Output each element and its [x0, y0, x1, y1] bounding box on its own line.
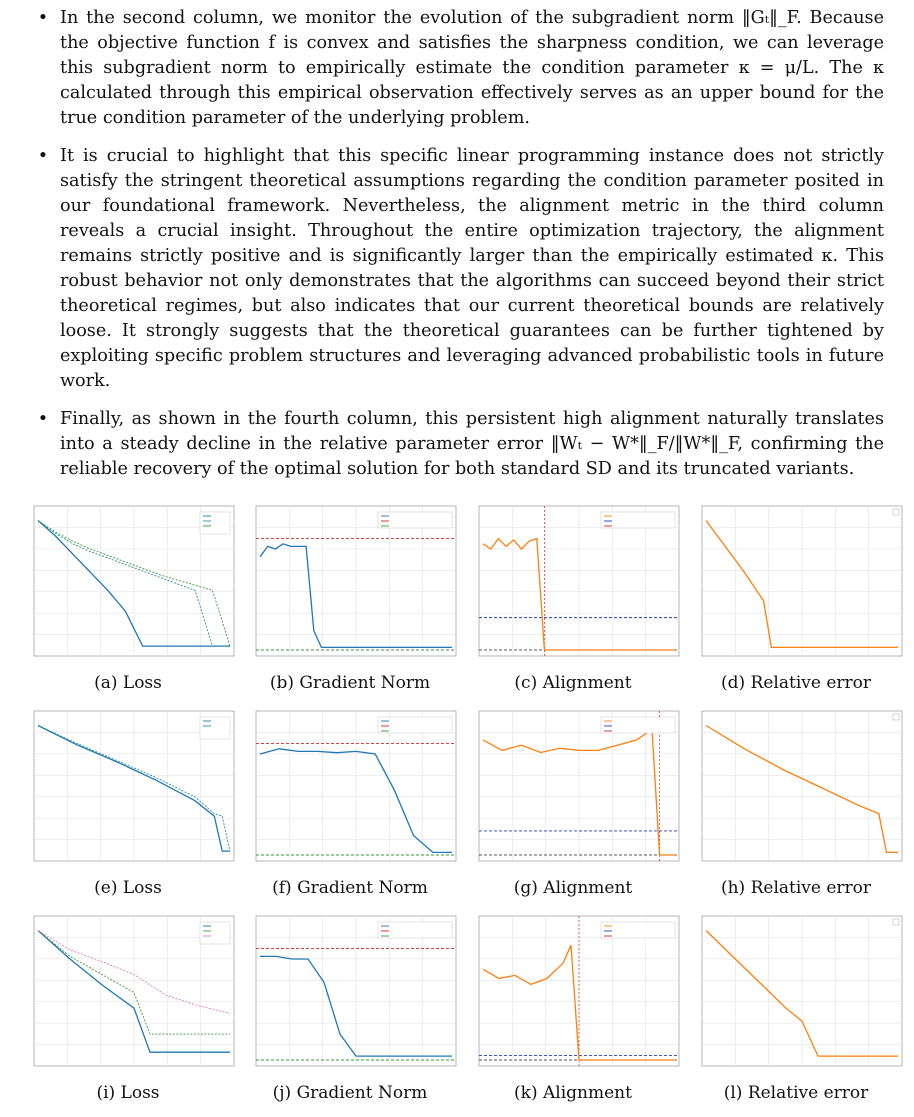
chart-panel-k [465, 910, 681, 1080]
caption-text: (j) Gradient Norm [272, 1083, 428, 1103]
chart-panel-b [242, 500, 458, 670]
legend-box [200, 512, 230, 534]
chart-panel-h [688, 705, 904, 875]
chart-svg-l [688, 910, 904, 1080]
chart-panel-c [465, 500, 681, 670]
chart-svg-i [20, 910, 236, 1080]
legend-box [378, 922, 452, 938]
chart-svg-f [242, 705, 458, 875]
caption-text: (d) Relative error [721, 673, 871, 693]
paragraph-text: In the second column, we monitor the evolution of the subgradient norm ‖Gₜ‖_F. Because the objective function f is convex and satisfies the sharpness condition, we can leverage this subgradient norm to empirically estimate the condition parameter κ = μ/L. The κ calculated through this empirical observation effectively serves as an upper bound for the true condition parameter of the underlying problem. [60, 8, 884, 128]
legend-box [378, 717, 452, 733]
chart-svg-d [688, 500, 904, 670]
figure-caption-f [242, 877, 458, 899]
caption-text: (a) Loss [94, 673, 162, 693]
legend-box [893, 919, 899, 925]
chart-svg-e [20, 705, 236, 875]
chart-svg-a [20, 500, 236, 670]
chart-panel-l [688, 910, 904, 1080]
chart-panel-a [20, 500, 236, 670]
figure-caption-k [465, 1082, 681, 1104]
chart-panel-f [242, 705, 458, 875]
caption-text: (i) Loss [96, 1083, 160, 1103]
figure-caption-d [688, 672, 904, 694]
figure-caption-h [688, 877, 904, 899]
legend-box [601, 717, 675, 733]
chart-panel-i [20, 910, 236, 1080]
figure-caption-l [688, 1082, 904, 1104]
text-body [32, 6, 884, 495]
chart-svg-k [465, 910, 681, 1080]
caption-text: (f) Gradient Norm [272, 878, 428, 898]
caption-text: (k) Alignment [514, 1083, 632, 1103]
chart-panel-d [688, 500, 904, 670]
legend-box [200, 922, 230, 944]
bullet-dot: • [37, 409, 49, 429]
bullet-dot: • [37, 8, 49, 28]
bullet-paragraph-1 [32, 6, 884, 131]
bullet-paragraph-2 [32, 144, 884, 394]
figure-caption-j [242, 1082, 458, 1104]
chart-svg-h [688, 705, 904, 875]
figure-caption-c [465, 672, 681, 694]
chart-panel-g [465, 705, 681, 875]
caption-text: (h) Relative error [720, 878, 872, 898]
caption-text: (c) Alignment [514, 673, 632, 693]
legend-box [601, 922, 675, 938]
figure-caption-i [20, 1082, 236, 1104]
legend-box [893, 509, 899, 515]
chart-svg-b [242, 500, 458, 670]
caption-text: (g) Alignment [513, 878, 633, 898]
chart-svg-c [465, 500, 681, 670]
figure-caption-g [465, 877, 681, 899]
figure-caption-e [20, 877, 236, 899]
caption-text: (l) Relative error [723, 1083, 869, 1103]
legend-box [601, 512, 675, 528]
figure-caption-b [242, 672, 458, 694]
paragraph-text: Finally, as shown in the fourth column, this persistent high alignment naturally translates into a steady decline in the relative parameter error ‖Wₜ − W*‖_F/‖W*‖_F, confirming the reliable recovery of the optimal solution for both standard SD and its truncated variants. [60, 409, 884, 479]
legend-box [893, 714, 899, 720]
bullet-paragraph-3 [32, 407, 884, 482]
bullet-dot: • [37, 146, 49, 166]
caption-text: (e) Loss [94, 878, 162, 898]
chart-svg-j [242, 910, 458, 1080]
paragraph-text: It is crucial to highlight that this specific linear programming instance does not strictly satisfy the stringent theoretical assumptions regarding the condition parameter posited in our foundational framework. Nevertheless, the alignment metric in the third column reveals a crucial insight. Throughout the entire optimization trajectory, the alignment remains strictly positive and is significantly larger than the empirically estimated κ. This robust behavior not only demonstrates that the algorithms can succeed beyond their strict theoretical regimes, but also indicates that our current theoretical bounds are relatively loose. It strongly suggests that the theoretical guarantees can be further tightened by exploiting specific problem structures and leveraging advanced probabilistic tools in future work. [60, 146, 884, 391]
chart-panel-e [20, 705, 236, 875]
figure-caption-a [20, 672, 236, 694]
legend-box [378, 512, 452, 528]
legend-box [200, 717, 230, 739]
chart-panel-j [242, 910, 458, 1080]
chart-svg-g [465, 705, 681, 875]
caption-text: (b) Gradient Norm [269, 673, 431, 693]
